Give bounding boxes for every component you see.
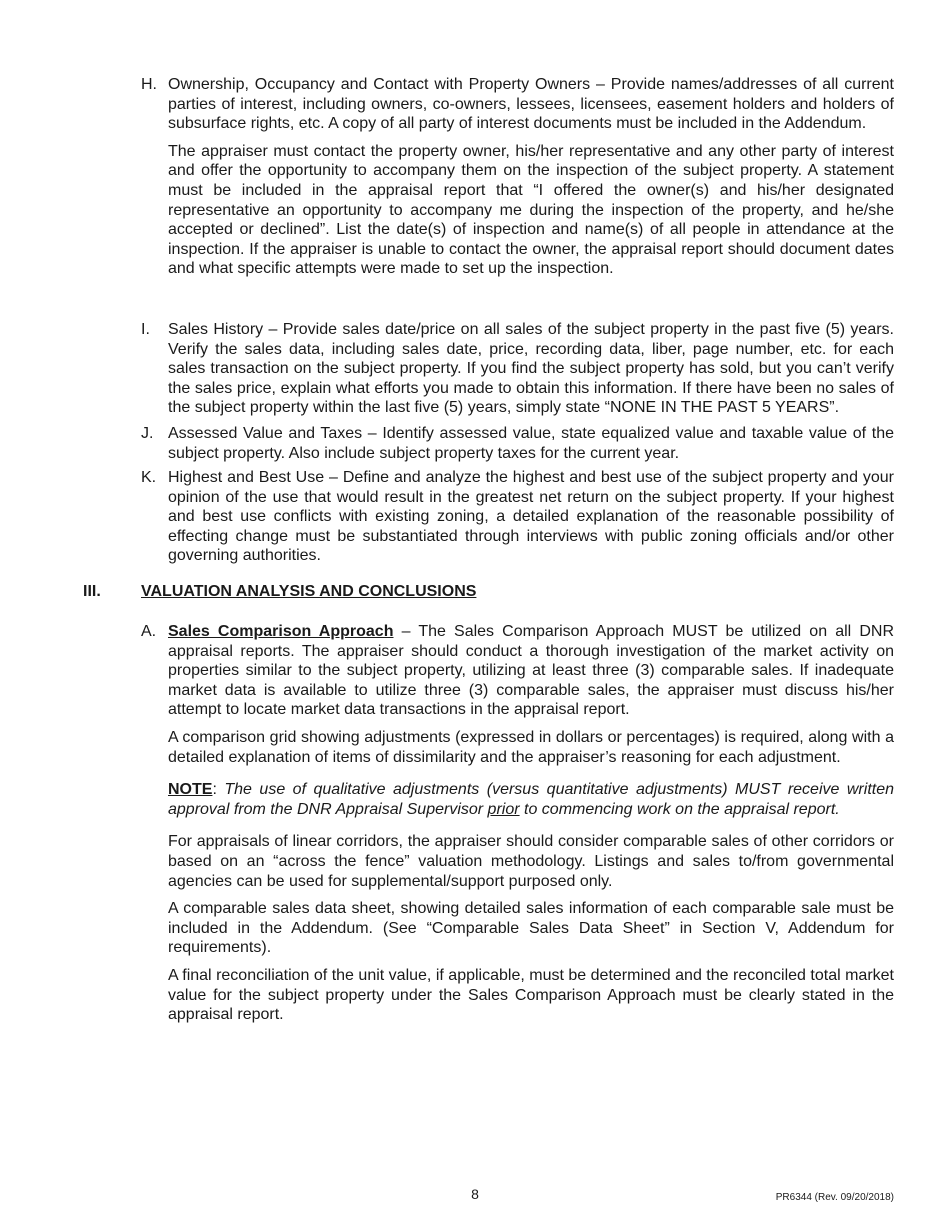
item-h-paragraph-1: Ownership, Occupancy and Contact with Property Owners – Provide names/addresses of all current parties of interest, including owners, co-owners, lessees, licensees, easement holders and holders of subsurface rights, etc. A copy of all party of interest documents must be included in the Addendum. <box>168 76 894 133</box>
item-h-paragraph-2: The appraiser must contact the property owner, his/her representative and any other party of interest and offer the opportunity to accompany them on the inspection of the subject property. A statement must be included in the appraisal report that “I offered the owner(s) and his/her designated representative an opportunity to accompany me during the inspection of the property, and he/she accepted or declined”. List the date(s) of inspection and name(s) of all people in attendance at the inspection. If the appraiser is unable to contact the owner, the appraisal report should document dates and what specific attempts were made to set up the inspection. <box>168 142 894 278</box>
item-a-paragraph-4: For appraisals of linear corridors, the appraiser should consider comparable sales of other corridors or based on an “across the fence” valuation methodology. Listings and sales to/from governmental agencies can be used for supplemental/support purposed only. <box>168 833 894 890</box>
item-j <box>141 424 894 463</box>
item-j-marker: J. <box>141 425 154 442</box>
page-number: 8 <box>471 1186 479 1202</box>
item-h <box>141 75 894 279</box>
item-a-paragraph-6: A final reconciliation of the unit value, if applicable, must be determined and the reconciled total market value for the subject property under the Sales Comparison Approach must be clearly stated in the appraisal report. <box>168 966 894 1024</box>
item-a-paragraph-2: A comparison grid showing adjustments (expressed in dollars or percentages) is required, along with a detailed explanation of items of dissimilarity and the appraiser’s reasoning for each adjustment. <box>168 728 894 766</box>
item-a-paragraph-1 <box>168 622 894 720</box>
item-j-paragraph: Assessed Value and Taxes – Identify assessed value, state equalized value and taxable value of the subject property. Also include subject property taxes for the current year. <box>168 425 894 462</box>
item-i-paragraph: Sales History – Provide sales date/price on all sales of the subject property in the past five (5) years. Verify the sales data, including sales date, price, recording data, liber, page number, etc. for each sales transaction on the subject property. If you find the subject property has sold, but you can’t verify the sales price, explain what efforts you made to obtain this information. If there have been no sales of the subject property within the last five (5) years, simply state “NONE IN THE PAST 5 YEARS”. <box>168 321 894 417</box>
item-a-paragraph-5: A comparable sales data sheet, showing detailed sales information of each comparable sale must be included in the Addendum. (See “Comparable Sales Data Sheet” in Section V, Addendum for requirements). <box>168 900 894 957</box>
note-text-1: The use of qualitative adjustments (versus quantitative adjustments) MUST receive written approval from the DNR Appraisal Supervisor <box>168 781 895 818</box>
section-number: III. <box>83 583 101 600</box>
item-k-paragraph: Highest and Best Use – Define and analyze the highest and best use of the subject property and your opinion of the use that would result in the greatest net return on the subject property. If your highest and best use conflicts with existing zoning, a detailed explanation of the reasonable possibility of effecting change must be substantiated through interviews with public zoning officials and/or other governing authorities. <box>168 469 894 565</box>
item-a <box>141 622 894 1025</box>
item-a-title: Sales Comparison Approach <box>168 623 394 640</box>
item-h-marker: H. <box>141 76 157 93</box>
form-id: PR6344 (Rev. 09/20/2018) <box>775 1192 894 1203</box>
note-text-2: to commencing work on the appraisal report. <box>519 800 840 818</box>
note-colon: : <box>212 781 225 799</box>
item-a-paragraph-1-text: – The Sales Comparison Approach MUST be utilized on all DNR appraisal reports. The appraiser should conduct a thorough investigation of the market activity on properties similar to the subject property, utilizing at least three (3) comparable sales. If inadequate market data is available to utilize three (3) comparable sales, the appraiser must discuss his/her attempt to locate market data transactions in the appraisal report. <box>168 623 895 719</box>
item-i-marker: I. <box>141 321 150 338</box>
note-prior: prior <box>487 800 520 818</box>
section-title: VALUATION ANALYSIS AND CONCLUSIONS <box>141 583 477 600</box>
item-k-marker: K. <box>141 469 157 486</box>
item-i <box>141 320 894 418</box>
item-a-note <box>168 780 894 819</box>
item-k <box>141 468 894 566</box>
item-a-marker: A. <box>141 623 157 640</box>
note-label: NOTE <box>168 781 213 799</box>
